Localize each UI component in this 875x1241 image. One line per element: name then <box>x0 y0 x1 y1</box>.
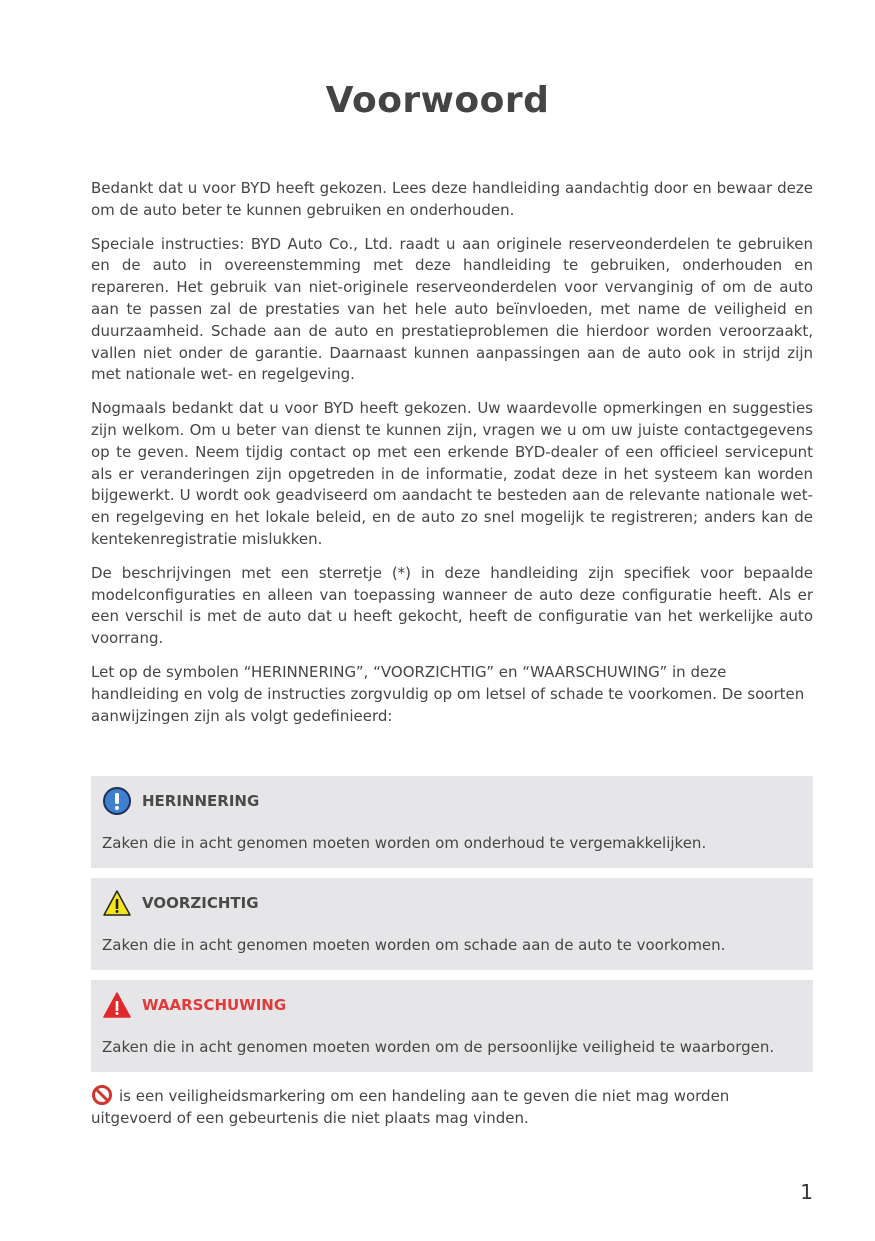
warning-icon <box>102 990 132 1020</box>
paragraph-asterisk: De beschrijvingen met een sterretje (*) in deze handleiding zijn specifiek voor bepaalde modelconfiguraties en alleen van toepassing wanneer de auto deze configuratie heeft. Als er een verschil is met de auto dat u heeft gekocht, heeft de configuratie van het werkelijke auto voorrang. <box>91 563 813 648</box>
prohibited-icon <box>91 1084 113 1106</box>
prohibited-note <box>91 1084 813 1129</box>
notice-title: WAARSCHUWING <box>142 996 287 1014</box>
notice-text: Zaken die in acht genomen moeten worden om schade aan de auto te voorkomen. <box>102 936 726 954</box>
notice-text: Zaken die in acht genomen moeten worden om onderhoud te vergemakkelijken. <box>102 834 707 852</box>
paragraph-contact: Nogmaals bedankt dat u voor BYD heeft gekozen. Uw waardevolle opmerkingen en suggesties zijn welkom. Om u beter van dienst te kunnen zijn, vragen we u om uw juiste contactgegevens op te geven. Neem tijdig contact op met een erkende BYD-dealer of een officieel servicepunt als er veranderingen zijn opgetreden in de informatie, zodat deze in het systeem kan worden bijgewerkt. U wordt ook geadviseerd om aandacht te besteden aan de relevante nationale wet- en regelgeving en het lokale beleid, en de auto zo snel mogelijk te registreren; anders kan de kentekenregistratie mislukken. <box>91 399 813 548</box>
notice-waarschuwing <box>91 980 813 1072</box>
page-title: Voorwoord <box>325 80 550 121</box>
body-text <box>91 178 813 739</box>
prohibited-note-text: is een veiligheidsmarkering om een handeling aan te geven die niet mag worden uitgevoerd of een gebeurtenis die niet plaats mag vinden. <box>91 1087 730 1127</box>
paragraph-special-instructions: Speciale instructies: BYD Auto Co., Ltd. raadt u aan originele reserveonderdelen te gebruiken en de auto in overeenstemming met deze handleiding te gebruiken, onderhouden en repareren. Het gebruik van niet-originele reserveonderdelen voor vervanginig of om de auto aan te passen zal de prestaties van het hele auto beïnvloeden, met name de veiligheid en duurzaamheid. Schade aan de auto en prestatieproblemen die hierdoor worden veroorzaakt, vallen niet onder de garantie. Daarnaast kunnen aanpassingen aan de auto ook in strijd zijn met nationale wet- en regelgeving. <box>91 234 813 384</box>
notice-title: VOORZICHTIG <box>142 894 259 912</box>
page-number: 1 <box>800 1180 813 1204</box>
info-icon <box>102 786 132 816</box>
notice-herinnering <box>91 776 813 868</box>
notice-title: HERINNERING <box>142 792 260 810</box>
notice-voorzichtig <box>91 878 813 970</box>
paragraph-intro: Bedankt dat u voor BYD heeft gekozen. Lees deze handleiding aandachtig door en bewaar deze om de auto beter te kunnen gebruiken en onderhouden. <box>91 179 813 219</box>
caution-icon <box>102 888 132 918</box>
paragraph-symbols: Let op de symbolen “HERINNERING”, “VOORZICHTIG” en “WAARSCHUWING” in deze handleiding en volg de instructies zorgvuldig op om letsel of schade te voorkomen. De soorten aanwijzingen zijn als volgt gedefinieerd: <box>91 662 805 725</box>
notice-text: Zaken die in acht genomen moeten worden om de persoonlijke veiligheid te waarborgen. <box>102 1038 775 1056</box>
